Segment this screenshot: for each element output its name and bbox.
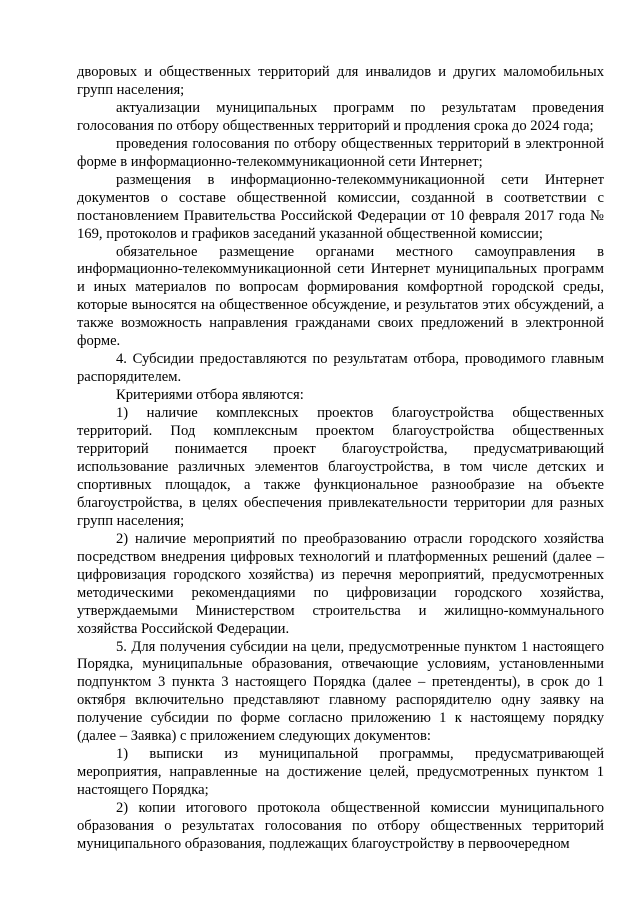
paragraph: 4. Субсидии предоставляются по результатам отбора, проводимого главным распорядителем. [77, 351, 604, 386]
paragraph: Критериями отбора являются: [116, 387, 304, 404]
paragraph: проведения голосования по отбору общественных территорий в электронной форме в информационно-телекоммуникационной сети Интернет; [77, 135, 604, 170]
paragraph: дворовых и общественных территорий для инвалидов и других маломобильных групп населения; [77, 64, 604, 98]
paragraph: 5. Для получения субсидии на цели, предусмотренные пунктом 1 настоящего Порядка, муниципальные образования, отвечающие условиям, установленными подпунктом 3 пункта 3 настоящего Порядка (далее – претенденты), в срок до 1 октября включительно представляют главному распорядителю одну заявку на получение субсидии по форме согласно приложению 1 к настоящему порядку (далее – Заявка) с приложением следующих документов: [77, 638, 604, 745]
paragraph: обязательное размещение органами местного самоуправления в информационно-телекоммуникационной сети Интернет муниципальных программ и иных материалов по вопросам формирования комфортной городской среды, которые выносятся на общественное обсуждение, и результатов этих обсуждений, а также возможность направления гражданами своих предложений в электронной форме. [77, 243, 604, 350]
paragraph: размещения в информационно-телекоммуникационной сети Интернет документов о составе общественной комиссии, созданной в соответствии с постановлением Правительства Российской Федерации от 10 февраля 2017 года № 169, протоколов и графиков заседаний указанной общественной комиссии; [77, 171, 604, 242]
paragraph: актуализации муниципальных программ по результатам проведения голосования по отбору общественных территорий и продления срока до 2024 года; [77, 99, 604, 134]
paragraph: 2) наличие мероприятий по преобразованию отрасли городского хозяйства посредством внедрения цифровых технологий и платформенных решений (далее – цифровизация городского хозяйства) из перечня мероприятий, предусмотренных методическими рекомендациями по цифровизации городского хозяйства, утверждаемыми Министерством строительства и жилищно-коммунального хозяйства Российской Федерации. [77, 530, 604, 637]
paragraph: 1) наличие комплексных проектов благоустройства общественных территорий. Под комплексным проектом благоустройства общественных территорий понимается проект благоустройства, предусматривающий использование различных элементов благоустройства, в том числе детских и спортивных площадок, а также функциональное разнообразие на объекте благоустройства, в целях обеспечения привлекательности территории для разных групп населения; [77, 405, 604, 529]
document-body [77, 64, 604, 854]
paragraph: 1) выписки из муниципальной программы, предусматривающей мероприятия, направленные на достижение целей, предусмотренных пунктом 1 настоящего Порядка; [77, 746, 604, 799]
paragraph: 2) копии итогового протокола общественной комиссии муниципального образования о результатах голосования по отбору общественных территорий муниципального образования, подлежащих благоустройству в первоочередном [77, 800, 604, 852]
